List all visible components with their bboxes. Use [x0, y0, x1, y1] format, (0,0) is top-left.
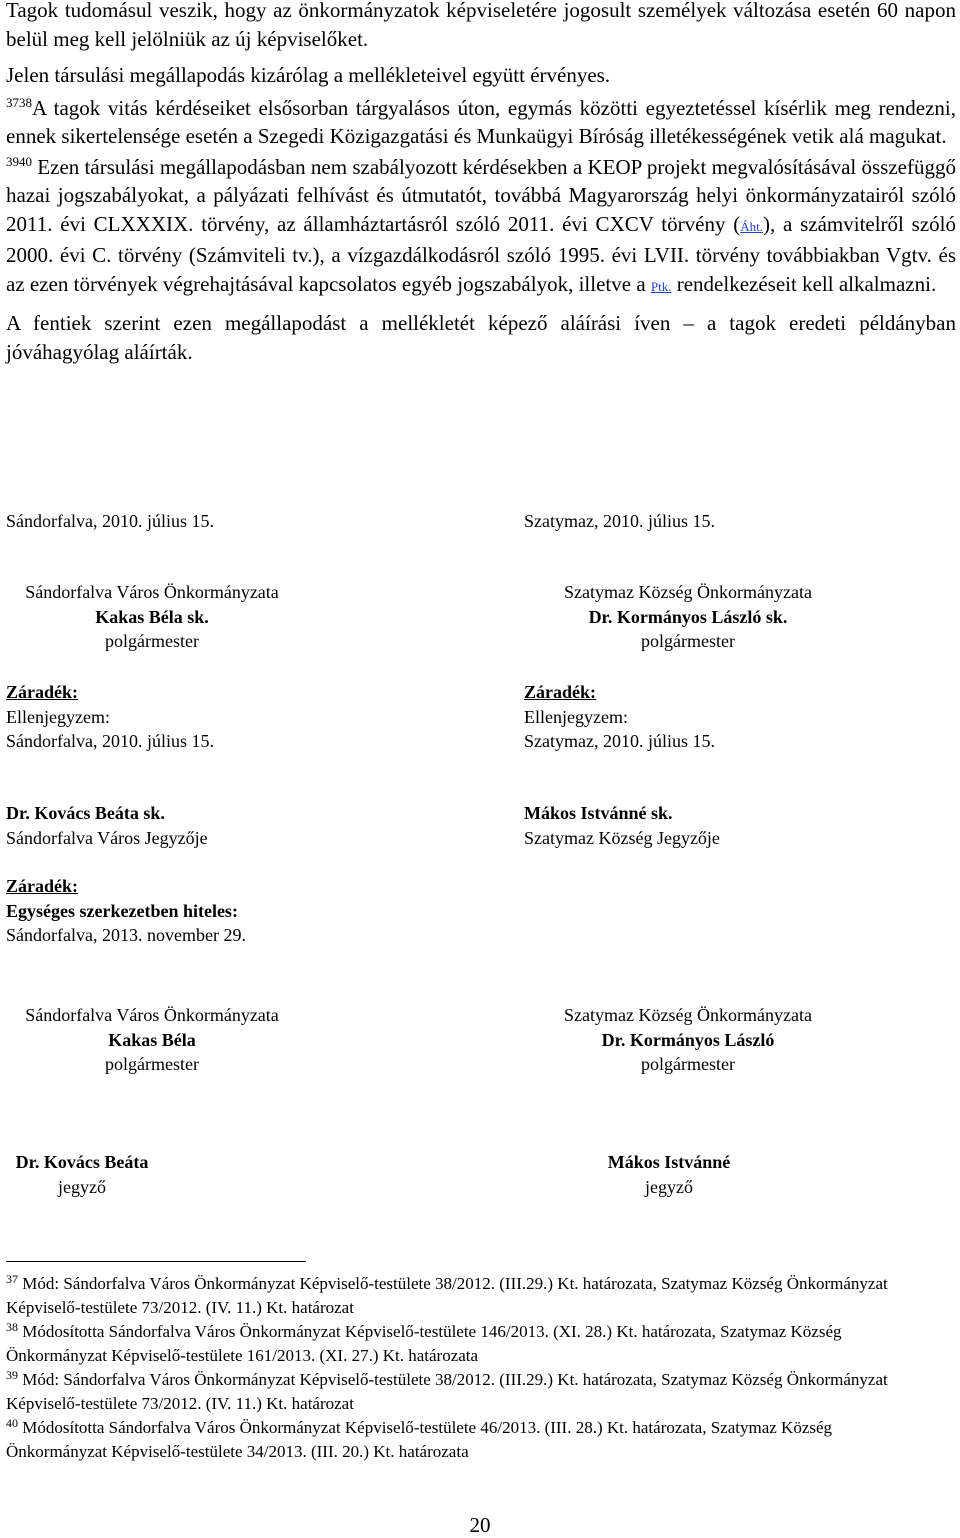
paragraph-validity: Jelen társulási megállapodás kizárólag a mellékleteivel együtt érvényes.: [6, 63, 611, 87]
notary-role: Szatymaz Község Jegyzője: [524, 827, 720, 848]
document-body: [6, 0, 956, 366]
aht-link[interactable]: Áht.: [740, 218, 763, 234]
notary-name: Dr. Kovács Beáta sk.: [6, 803, 165, 823]
paragraph-disputes: [6, 94, 956, 151]
clause-line: Egységes szerkezetben hiteles:: [6, 900, 238, 921]
notary-role: Sándorfalva Város Jegyzője: [6, 827, 208, 848]
footnote-text: Módosította Sándorfalva Város Önkormányzat Képviselő-testülete 146/2013. (XI. 28.) Kt. határozata, Szatymaz Község Önkormányzat Képviselő-testülete 161/2013. (XI. 27.) Kt. határozata: [6, 1322, 842, 1365]
signer-name: Kakas Béla sk.: [95, 606, 209, 627]
clause-consolidated: [6, 874, 246, 948]
signer-name: Kakas Béla: [108, 1029, 196, 1050]
clause-title: Záradék:: [6, 876, 78, 896]
notary-role: jegyző: [645, 1176, 693, 1197]
signature-right: [542, 580, 834, 654]
notary-right: [524, 801, 720, 850]
signer-name: Dr. Kormányos László: [601, 1029, 775, 1050]
signature-right-2: [542, 1003, 834, 1077]
footnote: [6, 1272, 926, 1319]
signer-role: polgármester: [105, 1054, 199, 1074]
clause-left: [6, 680, 214, 754]
org-name: Szatymaz Község Önkormányzata: [564, 582, 812, 602]
signer-role: polgármester: [105, 631, 199, 651]
notary-right-2: [596, 1150, 742, 1199]
paragraph-unregulated: $^{3940}$ Ezen társulási megállapodásban nem szabályozott kérdésekben a KEOP projekt megvalósításával összefüggő hazai jogszabályokat, a pályázati felhívást és útmutatót, továbbá Magyarország helyi önkormányzatairól szóló 2011. évi CLXXXIX. törvény, az államháztartásról szóló 2011. évi CXCV törvény (Áht.), a számvitelről szóló 2000. évi C. törvény (Számviteli tv.), a vízgazdálkodásról szóló 1995. évi LVII. törvény továbbiakban Vgtv. és az ezen törvények végrehajtásával kapcsolatos egyéb jogszabályok, illetve a Ptk. rendelkezéseit kell alkalmazni.: [6, 153, 956, 296]
footnote-divider: [6, 1261, 306, 1262]
paragraph-signature-statement: A fentiek szerint ezen megállapodást a mellékletét képező aláírási íven – a tagok eredeti példányban jóváhagyólag aláírták.: [6, 311, 956, 364]
paragraph-representatives: Tagok tudomásul veszik, hogy az önkormányzatok képviseletére jogosult személyek változása esetén 60 napon belül meg kell jelölniük az új képviselőket.: [6, 0, 956, 51]
notary-name: Dr. Kovács Beáta: [15, 1152, 149, 1172]
signature-left-2: [6, 1003, 298, 1077]
notary-left: [6, 801, 208, 850]
footnote-text: Mód: Sándorfalva Város Önkormányzat Képviselő-testülete 38/2012. (III.29.) Kt. határozata, Szatymaz Község Önkormányzat Képviselő-testülete 73/2012. (IV. 11.) Kt. határozat: [6, 1370, 888, 1413]
clause-title: Záradék:: [524, 682, 596, 702]
signer-name: Dr. Kormányos László sk.: [588, 606, 788, 627]
notary-name: Mákos Istvánné sk.: [524, 803, 673, 823]
ptk-link[interactable]: Ptk.: [650, 278, 672, 294]
signer-role: polgármester: [641, 1054, 735, 1074]
notary-left-2: [6, 1150, 158, 1199]
footnote: [6, 1320, 926, 1367]
org-name: Sándorfalva Város Önkormányzata: [25, 582, 279, 602]
notary-name: Mákos Istvánné: [607, 1152, 731, 1172]
clause-title: Záradék:: [6, 682, 78, 702]
signature-left: [6, 580, 298, 654]
signer-role: polgármester: [641, 631, 735, 651]
paragraph-disputes-text: A tagok vitás kérdéseiket elsősorban tárgyalásos úton, egymás közötti egyeztetéssel kísérlik meg rendezni, ennek sikertelensége esetén a Szegedi Közigazgatási és Munkaügyi Bíróság illetékességének vetik alá magukat.: [6, 95, 956, 148]
footnote-text: Módosította Sándorfalva Város Önkormányzat Képviselő-testülete 46/2013. (III. 28.) Kt. határozata, Szatymaz Község Önkormányzat Képviselő-testülete 34/2013. (III. 20.) Kt. határozata: [6, 1418, 833, 1461]
footnote-number: 40: [6, 1416, 18, 1430]
clause-line: Ellenjegyzem:: [524, 706, 628, 727]
clause-right: [524, 680, 715, 754]
footnote: [6, 1368, 926, 1415]
clause-date: Sándorfalva, 2013. november 29.: [6, 925, 246, 945]
org-name: Sándorfalva Város Önkormányzata: [25, 1005, 279, 1025]
notary-role: jegyző: [58, 1176, 106, 1197]
date-right: Szatymaz, 2010. július 15.: [524, 511, 715, 531]
clause-date: Sándorfalva, 2010. július 15.: [6, 731, 214, 751]
footnote-text: Mód: Sándorfalva Város Önkormányzat Képviselő-testülete 38/2012. (III.29.) Kt. határozata, Szatymaz Község Önkormányzat Képviselő-testülete 73/2012. (IV. 11.) Kt. határozat: [6, 1274, 888, 1317]
clause-date: Szatymaz, 2010. július 15.: [524, 731, 715, 751]
footnote-number: 37: [6, 1272, 18, 1286]
page-number: 20: [469, 1513, 491, 1537]
footnote-ref: 3738: [6, 94, 32, 110]
clause-line: Ellenjegyzem:: [6, 706, 110, 727]
org-name: Szatymaz Község Önkormányzata: [564, 1005, 812, 1025]
footnote-number: 39: [6, 1368, 18, 1382]
date-left: Sándorfalva, 2010. július 15.: [6, 511, 214, 531]
footnote-ref: 3940: [6, 153, 32, 169]
footnote: [6, 1416, 926, 1463]
footnote-number: 38: [6, 1320, 18, 1334]
